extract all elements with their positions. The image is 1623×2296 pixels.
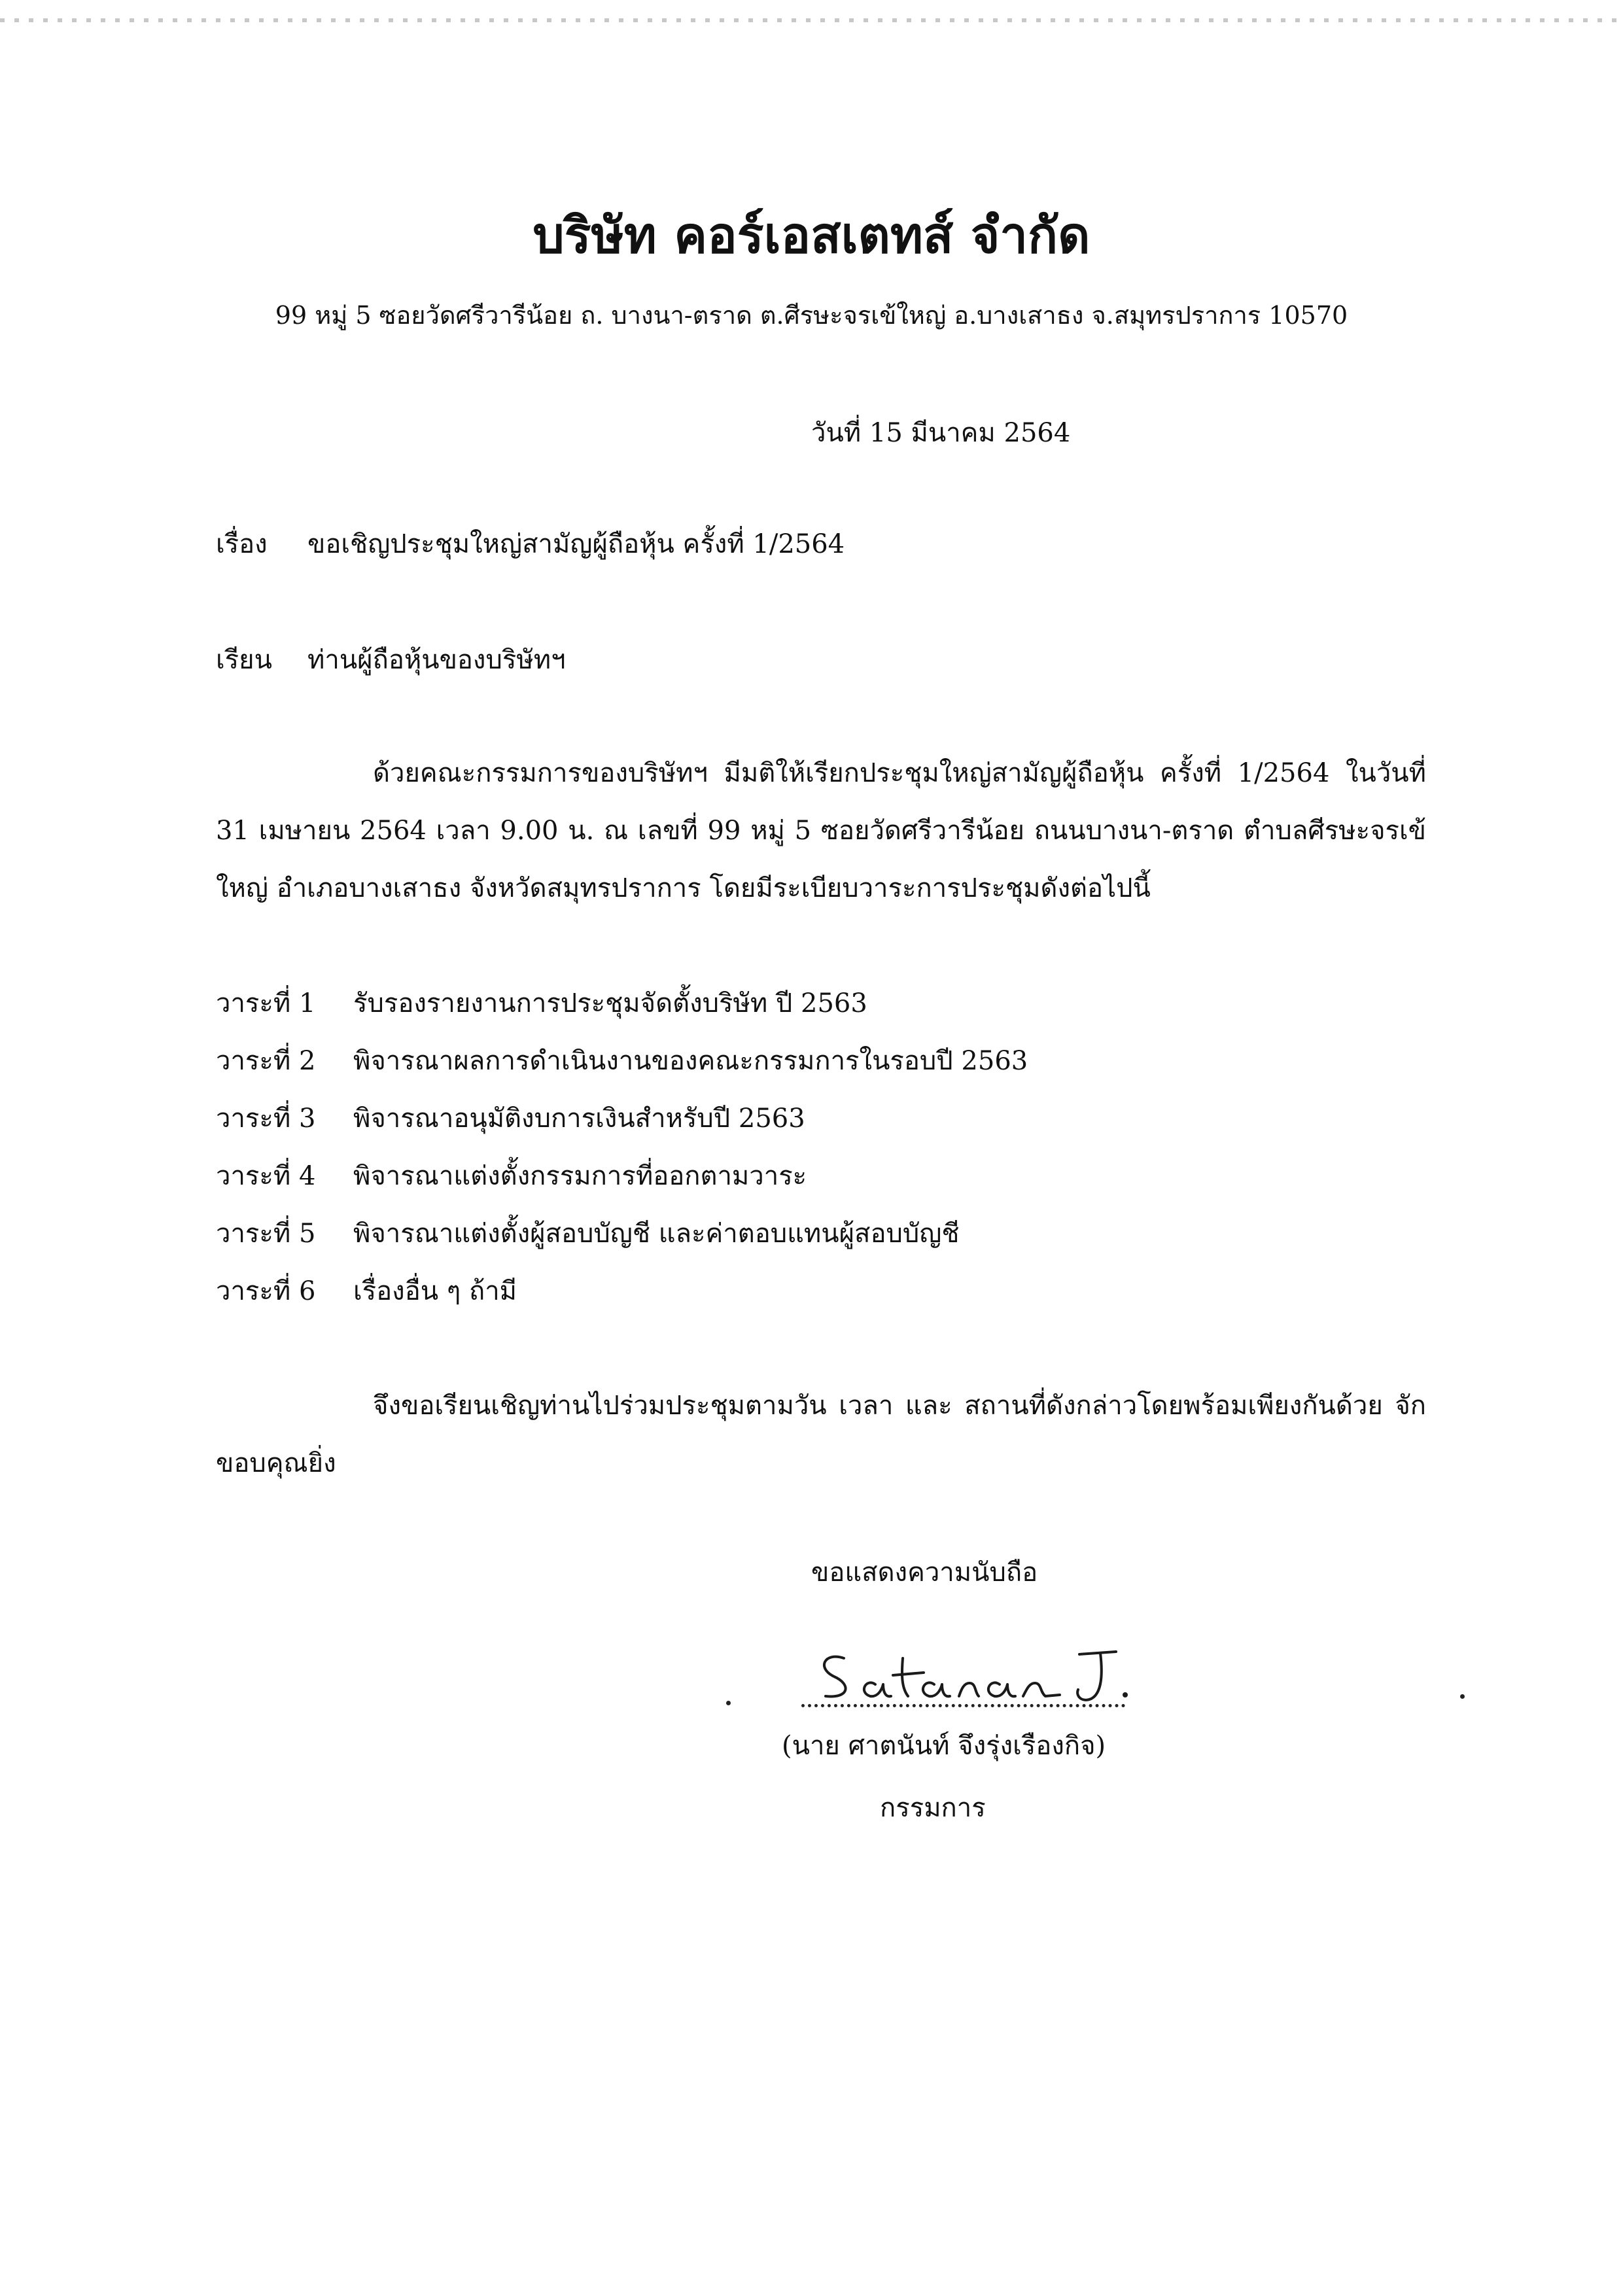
- agenda-text: รับรองรายงานการประชุมจัดตั้งบริษัท ปี 2563: [353, 988, 867, 1018]
- stray-dot-right: [1460, 1694, 1465, 1699]
- body-paragraph: ด้วยคณะกรรมการของบริษัทฯ มีมติให้เรียกประชุมใหญ่สามัญผู้ถือหุ้น ครั้งที่ 1/2564 ในวันที่ 31 เมษายน 2564 เวลา 9.00 น. ณ เลขที่ 99 หมู่ 5 ซอยวัดศรีวารีน้อย ถนนบางนา-ตราด ตำบลศีรษะจรเข้ใหญ่ อำเภอบางเสาธง จังหวัดสมุทรปราการ โดยมีระเบียบวาระการประชุมดังต่อไปนี้: [216, 758, 1426, 903]
- agenda-item: [216, 1147, 1028, 1205]
- stray-dot-left: [726, 1701, 731, 1705]
- agenda-text: พิจารณาอนุมัติงบการเงินสำหรับปี 2563: [353, 1104, 805, 1134]
- closing-paragraph: จึงขอเรียนเชิญท่านไปร่วมประชุมตามวัน เวลา และ สถานที่ดังกล่าวโดยพร้อมเพียงกันด้วย จักขอบคุณยิ่ง: [216, 1391, 1426, 1478]
- subject-label: เรื่อง: [216, 529, 268, 559]
- agenda-text: พิจารณาผลการดำเนินงานของคณะกรรมการในรอบปี 2563: [353, 1046, 1028, 1076]
- signer-position: กรรมการ: [880, 1793, 986, 1823]
- agenda-item: [216, 1032, 1028, 1090]
- agenda-number: วาระที่ 3: [216, 1104, 316, 1134]
- agenda-list: [216, 975, 1028, 1320]
- letter-date: วันที่ 15 มีนาคม 2564: [811, 418, 1071, 448]
- closing-regards: ขอแสดงความนับถือ: [811, 1557, 1038, 1588]
- agenda-item: [216, 975, 1028, 1032]
- scan-artifact-line: [0, 18, 1623, 22]
- company-address: 99 หมู่ 5 ซอยวัดศรีวารีน้อย ถ. บางนา-ตราด ต.ศีรษะจรเข้ใหญ่ อ.บางเสาธง จ.สมุทรปราการ 10570: [275, 301, 1348, 330]
- subject-line: [216, 529, 845, 560]
- agenda-text: พิจารณาแต่งตั้งกรรมการที่ออกตามวาระ: [353, 1161, 807, 1191]
- agenda-number: วาระที่ 1: [216, 988, 316, 1018]
- signer-name: (นาย ศาตนันท์ จึงรุ่งเรืองกิจ): [782, 1731, 1106, 1761]
- agenda-number: วาระที่ 2: [216, 1046, 316, 1076]
- signature-line: [801, 1704, 1125, 1707]
- salutation-text: ท่านผู้ถือหุ้นของบริษัทฯ: [307, 645, 566, 675]
- agenda-text: พิจารณาแต่งตั้งผู้สอบบัญชี และค่าตอบแทนผู้สอบบัญชี: [353, 1219, 960, 1249]
- subject-text: ขอเชิญประชุมใหญ่สามัญผู้ถือหุ้น ครั้งที่ 1/2564: [307, 529, 845, 559]
- agenda-number: วาระที่ 5: [216, 1219, 316, 1249]
- agenda-number: วาระที่ 6: [216, 1276, 316, 1306]
- agenda-item: [216, 1090, 1028, 1147]
- agenda-text: เรื่องอื่น ๆ ถ้ามี: [353, 1276, 517, 1306]
- company-name: บริษัท คอร์เอสเตทส์ จำกัด: [532, 206, 1091, 264]
- agenda-item: [216, 1262, 1028, 1320]
- agenda-number: วาระที่ 4: [216, 1161, 316, 1191]
- agenda-item: [216, 1205, 1028, 1262]
- handwritten-signature: [798, 1632, 1138, 1711]
- salutation-line: [216, 644, 566, 676]
- salutation-label: เรียน: [216, 645, 272, 675]
